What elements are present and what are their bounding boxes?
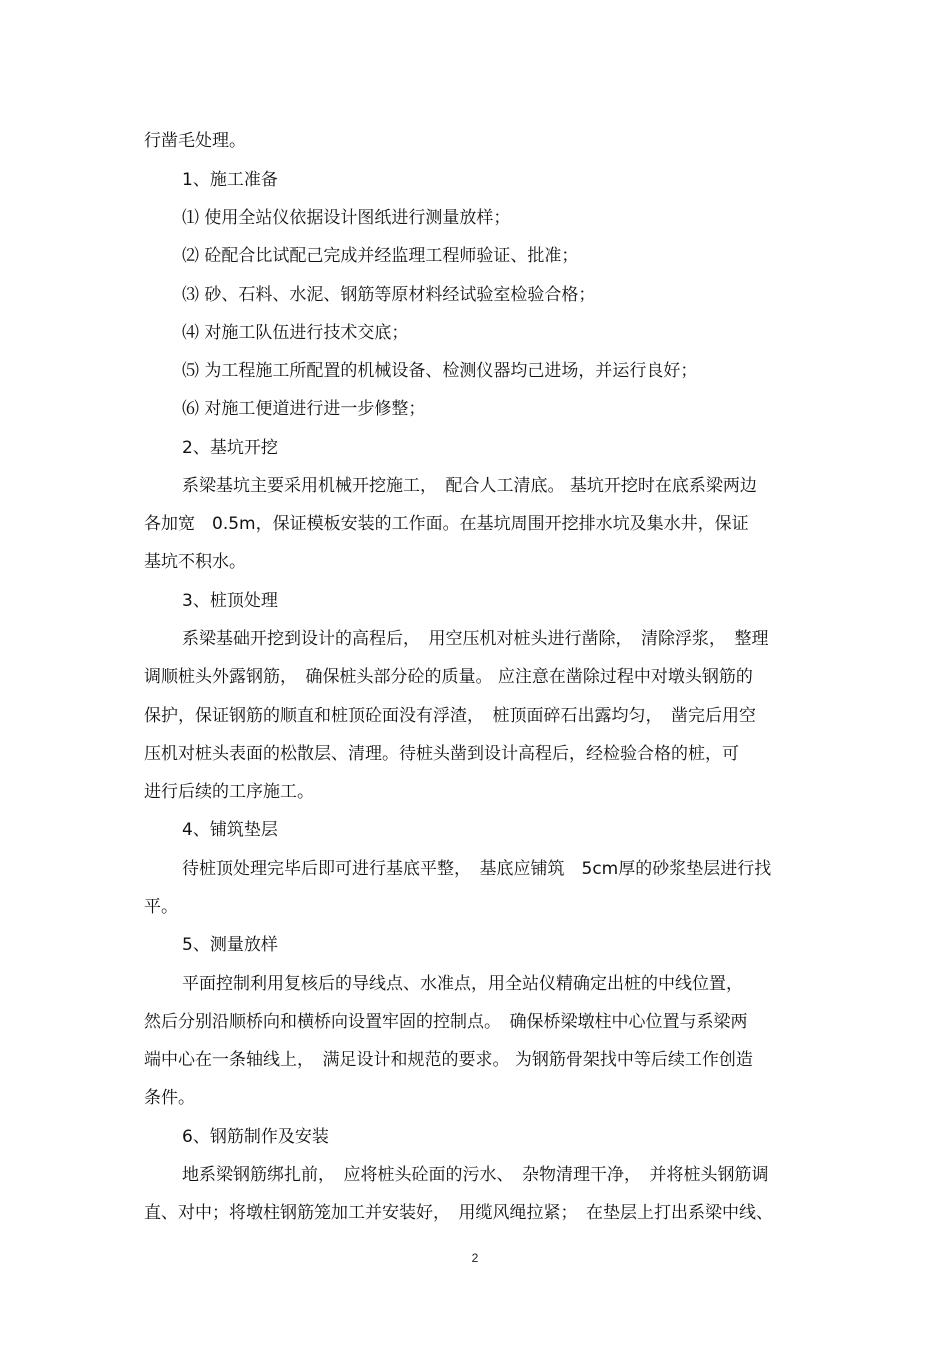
- text-line: 行凿毛处理。: [144, 131, 246, 151]
- list-item: ⑹ 对施工便道进行进一步修整；: [182, 399, 426, 419]
- section-heading: 3、桩顶处理: [182, 591, 278, 611]
- text-line: 系梁基础开挖到设计的高程后， 用空压机对桩头进行凿除， 清除浮浆， 整理: [182, 629, 769, 649]
- page-number: 2: [471, 1251, 479, 1265]
- text-line: 保护，保证钢筋的顺直和桩顶砼面没有浮渣， 桩顶面碎石出露均匀， 凿完后用空: [144, 706, 756, 726]
- text-line: 调顺桩头外露钢筋， 确保桩头部分砼的质量。 应注意在凿除过程中对墩头钢筋的: [144, 667, 753, 687]
- text-line: 直、对中；将墩柱钢筋笼加工并安装好， 用缆风绳拉紧； 在垫层上打出系梁中线、: [144, 1203, 773, 1223]
- text-line: 系梁基坑主要采用机械开挖施工， 配合人工清底。 基坑开挖时在底系梁两边: [182, 476, 757, 496]
- section-heading: 5、测量放样: [182, 935, 278, 955]
- text-line: 然后分别沿顺桥向和横桥向设置牢固的控制点。 确保桥梁墩柱中心位置与系梁两: [144, 1012, 748, 1032]
- text-line: 平面控制利用复核后的导线点、水准点，用全站仪精确定出桩的中线位置，: [182, 974, 743, 994]
- list-item: ⑵ 砼配合比试配己完成并经监理工程师验证、批准；: [182, 246, 579, 266]
- text-line: 压机对桩头表面的松散层、清理。待桩头凿到设计高程后，经检验合格的桩，可: [144, 744, 739, 764]
- text-line: 待桩顶处理完毕后即可进行基底平整， 基底应铺筑 5cm厚的砂浆垫层进行找: [182, 859, 772, 879]
- text-line: 进行后续的工序施工。: [144, 782, 314, 802]
- text-line: 地系梁钢筋绑扎前， 应将桩头砼面的污水、 杂物清理干净， 并将桩头钢筋调: [182, 1165, 769, 1185]
- list-item: ⑶ 砂、石料、水泥、钢筋等原材料经试验室检验合格；: [182, 285, 596, 305]
- text-line: 平。: [144, 897, 178, 917]
- text-line: 端中心在一条轴线上， 满足设计和规范的要求。 为钢筋骨架找中等后续工作创造: [144, 1050, 753, 1070]
- list-item: ⑷ 对施工队伍进行技术交底；: [182, 323, 409, 343]
- section-heading: 6、钢筋制作及安装: [182, 1127, 329, 1147]
- list-item: ⑸ 为工程施工所配置的机械设备、检测仪器均己进场，并运行良好；: [182, 361, 698, 381]
- text-line: 各加宽 0.5m，保证模板安装的工作面。在基坑周围开挖排水坑及集水井，保证: [144, 514, 749, 534]
- text-line: 基坑不积水。: [144, 552, 246, 572]
- section-heading: 4、铺筑垫层: [182, 820, 278, 840]
- text-line: 条件。: [144, 1088, 195, 1108]
- section-heading: 1、施工准备: [182, 170, 278, 190]
- list-item: ⑴ 使用全站仪依据设计图纸进行测量放样；: [182, 208, 511, 228]
- section-heading: 2、基坑开挖: [182, 438, 278, 458]
